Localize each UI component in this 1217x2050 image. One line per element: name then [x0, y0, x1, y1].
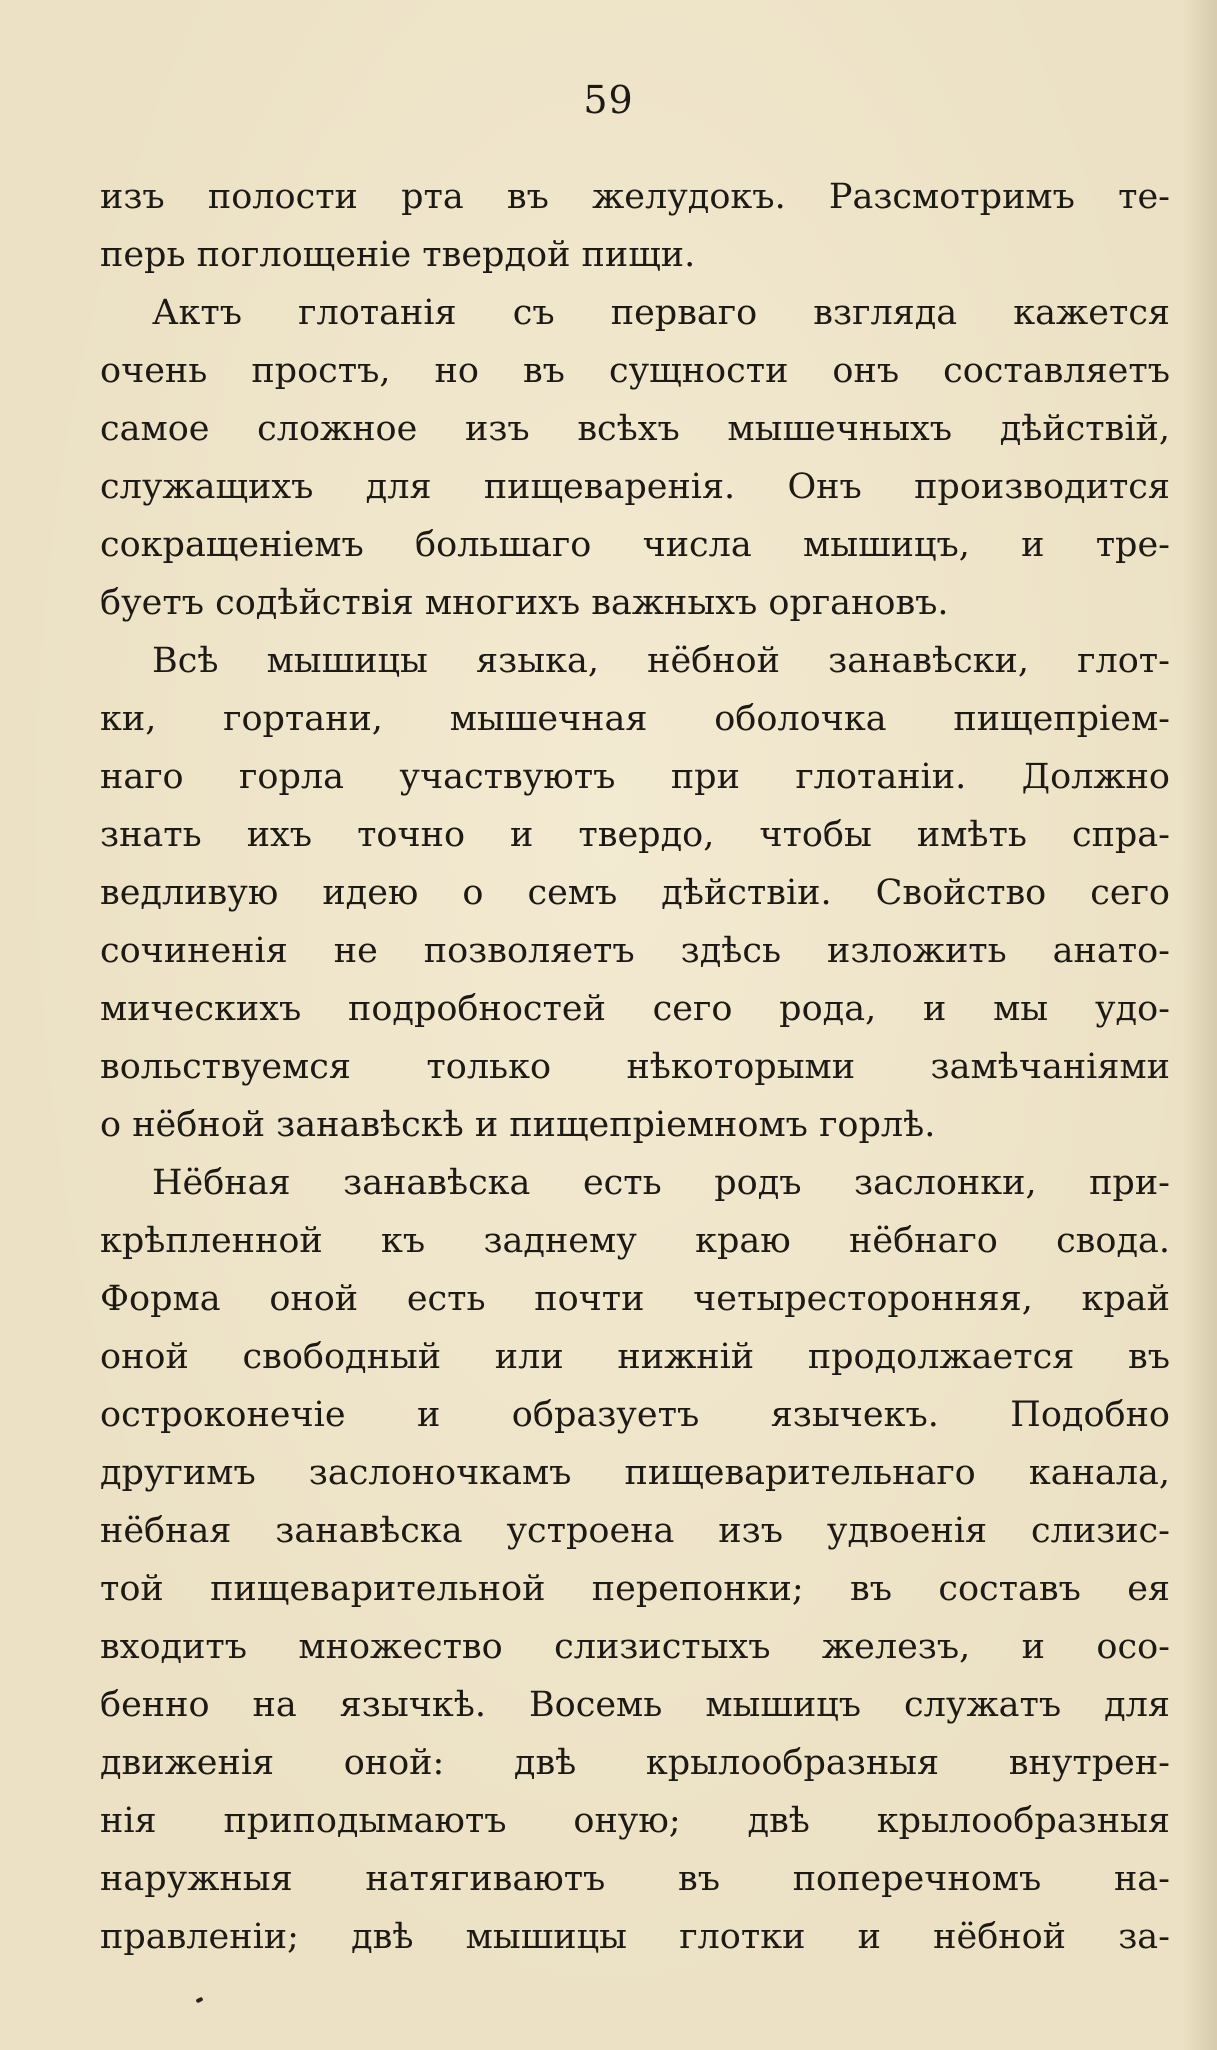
text-line: движенія оной: двѣ крылообразныя внутрен- — [100, 1743, 1170, 1783]
text-line: очень простъ, но въ сущности онъ составляетъ — [100, 351, 1170, 391]
text-line: крѣпленной къ заднему краю нёбнаго свода. — [100, 1221, 1170, 1261]
text-line: входитъ множество слизистыхъ железъ, и осо- — [100, 1627, 1170, 1667]
text-line: знать ихъ точно и твердо, чтобы имѣть спра- — [100, 815, 1170, 855]
body-text — [100, 168, 1170, 1966]
text-line: другимъ заслоночкамъ пищеварительнаго канала, — [100, 1453, 1170, 1493]
text-line: буетъ содѣйствія многихъ важныхъ органовъ. — [100, 583, 949, 623]
text-line: служащихъ для пищеваренія. Онъ производится — [100, 467, 1170, 507]
text-line: остроконечіе и образуетъ язычекъ. Подобно — [100, 1395, 1170, 1435]
text-line: нія приподымаютъ оную; двѣ крылообразныя — [100, 1801, 1170, 1841]
text-line: Актъ глотанія съ перваго взгляда кажется — [152, 293, 1170, 333]
page-number: 59 — [583, 78, 634, 122]
text-line: ведливую идею о семъ дѣйствіи. Свойство сего — [100, 873, 1170, 913]
text-line: сокращеніемъ большаго числа мышицъ, и тре- — [100, 525, 1170, 565]
text-line: Форма оной есть почти четыресторонняя, край — [100, 1279, 1170, 1319]
text-line: о нёбной занавѣскѣ и пищепріемномъ горлѣ. — [100, 1105, 936, 1145]
text-line: бенно на язычкѣ. Восемь мышицъ служатъ для — [100, 1685, 1170, 1725]
ink-speck — [195, 1997, 203, 2004]
text-line: правленіи; двѣ мышицы глотки и нёбной за- — [100, 1917, 1170, 1957]
text-line: самое сложное изъ всѣхъ мышечныхъ дѣйствій, — [100, 409, 1170, 449]
page-edge-shadow — [1183, 0, 1217, 2050]
text-line: наружныя натягиваютъ въ поперечномъ на- — [100, 1859, 1170, 1899]
text-line: изъ полости рта въ желудокъ. Разсмотримъ те- — [100, 177, 1170, 217]
text-line: той пищеварительной перепонки; въ составъ ея — [100, 1569, 1170, 1609]
text-line: мическихъ подробностей сего рода, и мы удо- — [100, 989, 1170, 1029]
text-line: перь поглощеніе твердой пищи. — [100, 235, 696, 275]
text-line: сочиненія не позволяетъ здѣсь изложить анато- — [100, 931, 1170, 971]
text-line: ки, гортани, мышечная оболочка пищепріем- — [100, 699, 1170, 739]
text-line: нёбная занавѣска устроена изъ удвоенія слизис- — [100, 1511, 1170, 1551]
text-line: Нёбная занавѣска есть родъ заслонки, при- — [152, 1163, 1170, 1203]
text-line: вольствуемся только нѣкоторыми замѣчаніями — [100, 1047, 1170, 1087]
text-line: оной свободный или нижній продолжается въ — [100, 1337, 1170, 1377]
text-line: наго горла участвуютъ при глотаніи. Должно — [100, 757, 1170, 797]
text-line: Всѣ мышицы языка, нёбной занавѣски, глот- — [152, 641, 1170, 681]
